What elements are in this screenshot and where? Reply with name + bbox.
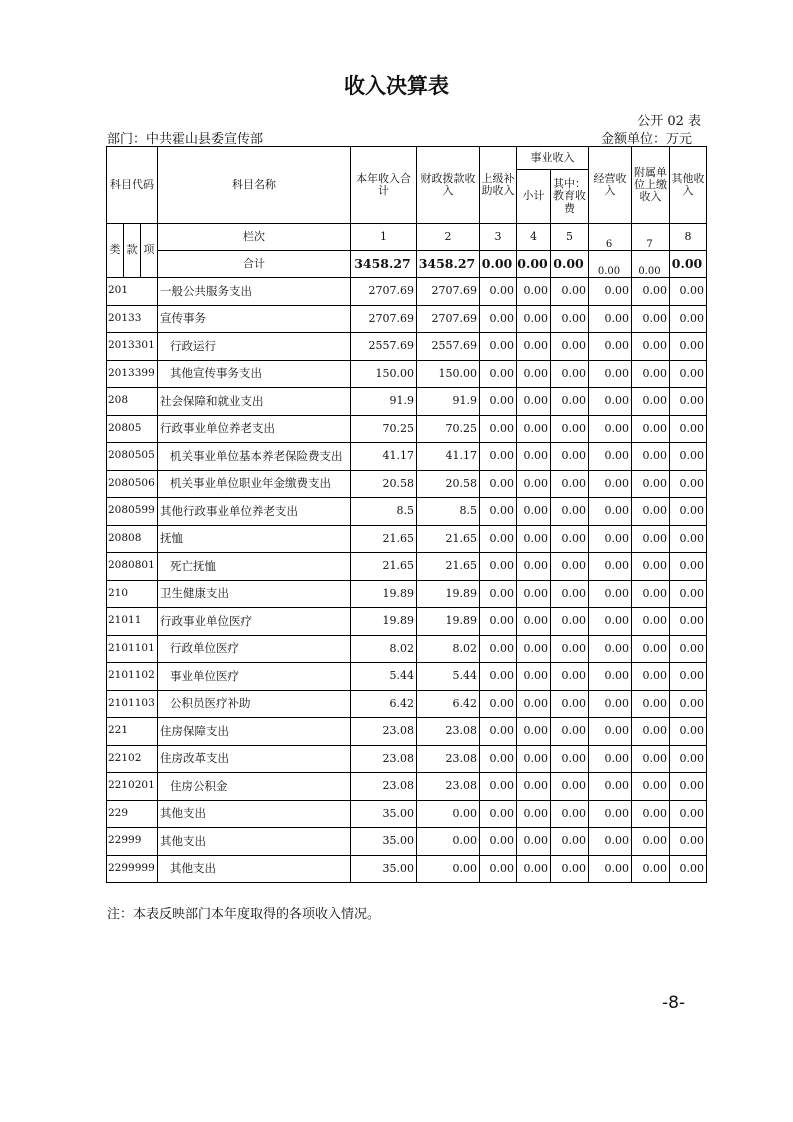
row-value: 0.00: [632, 828, 670, 856]
row-code: 20133: [107, 305, 158, 333]
row-value: 0.00: [480, 388, 517, 416]
table-row: [107, 718, 707, 746]
row-value: 0.00: [551, 470, 589, 498]
row-code: 2013399: [107, 360, 158, 388]
row-code: 2080505: [107, 443, 158, 471]
row-name: 一般公共服务支出: [158, 278, 351, 306]
row-value: 2557.69: [351, 333, 417, 361]
row-value: 0.00: [632, 333, 670, 361]
table-row: [107, 745, 707, 773]
row-value: 0.00: [589, 690, 632, 718]
total-value: 0.00: [670, 251, 707, 278]
row-value: 5.44: [351, 663, 417, 691]
row-value: 8.02: [417, 635, 480, 663]
table-row: [107, 525, 707, 553]
header-fiscal: 财政拨款收入: [417, 147, 480, 224]
row-value: 0.00: [670, 828, 707, 856]
row-value: 20.58: [351, 470, 417, 498]
row-value: 19.89: [417, 580, 480, 608]
row-value: 8.5: [417, 498, 480, 526]
header-operating: 经营收入: [589, 147, 632, 224]
row-value: 0.00: [632, 388, 670, 416]
row-value: 23.08: [417, 718, 480, 746]
row-code: 2101101: [107, 635, 158, 663]
header-item: 项: [141, 224, 158, 278]
row-value: 0.00: [480, 553, 517, 581]
row-code: 208: [107, 388, 158, 416]
row-value: 0.00: [632, 745, 670, 773]
row-value: 0.00: [670, 278, 707, 306]
table-row: [107, 855, 707, 883]
row-value: 0.00: [480, 773, 517, 801]
table-row: [107, 498, 707, 526]
row-label: 栏次: [158, 224, 351, 251]
table-row: [107, 470, 707, 498]
row-name: 行政单位医疗: [158, 635, 351, 663]
table-row: [107, 553, 707, 581]
row-value: 0.00: [551, 415, 589, 443]
row-value: 0.00: [551, 553, 589, 581]
row-value: 0.00: [551, 608, 589, 636]
row-value: 35.00: [351, 828, 417, 856]
row-value: 0.00: [551, 388, 589, 416]
row-value: 0.00: [589, 773, 632, 801]
table-row: [107, 333, 707, 361]
row-value: 0.00: [589, 333, 632, 361]
row-value: 0.00: [517, 470, 551, 498]
row-value: 0.00: [670, 333, 707, 361]
total-value: 3458.27: [351, 251, 417, 278]
row-value: 0.00: [517, 525, 551, 553]
row-value: 0.00: [480, 415, 517, 443]
row-value: 0.00: [589, 745, 632, 773]
row-value: 0.00: [632, 690, 670, 718]
row-value: 19.89: [417, 608, 480, 636]
table-row: [107, 773, 707, 801]
row-value: 0.00: [670, 690, 707, 718]
row-value: 0.00: [632, 553, 670, 581]
row-name: 其他支出: [158, 855, 351, 883]
row-value: 0.00: [632, 278, 670, 306]
row-code: 22102: [107, 745, 158, 773]
total-label: 合计: [158, 251, 351, 278]
row-value: 0.00: [551, 278, 589, 306]
row-value: 0.00: [480, 690, 517, 718]
col-num-5: 5: [551, 224, 589, 251]
row-value: 0.00: [632, 635, 670, 663]
row-value: 0.00: [589, 855, 632, 883]
row-code: 20808: [107, 525, 158, 553]
row-value: 0.00: [670, 305, 707, 333]
row-value: 0.00: [517, 415, 551, 443]
row-value: 0.00: [517, 718, 551, 746]
header-class: 类: [107, 224, 124, 278]
row-code: 2101102: [107, 663, 158, 691]
amount-unit-label: 金额单位：万元: [600, 132, 692, 147]
row-value: 0.00: [517, 635, 551, 663]
row-value: 0.00: [589, 415, 632, 443]
row-value: 0.00: [480, 498, 517, 526]
row-code: 21011: [107, 608, 158, 636]
row-value: 0.00: [632, 498, 670, 526]
row-value: 2707.69: [351, 278, 417, 306]
row-value: 0.00: [670, 415, 707, 443]
row-value: 0.00: [632, 443, 670, 471]
row-value: 0.00: [551, 663, 589, 691]
page-number: -8-: [662, 993, 686, 1013]
row-value: 0.00: [480, 635, 517, 663]
table-row: [107, 800, 707, 828]
row-name: 住房改革支出: [158, 745, 351, 773]
row-value: 70.25: [351, 415, 417, 443]
row-code: 2210201: [107, 773, 158, 801]
row-name: 宣传事务: [158, 305, 351, 333]
row-value: 0.00: [670, 718, 707, 746]
row-value: 0.00: [551, 635, 589, 663]
row-value: 0.00: [551, 800, 589, 828]
row-name: 公积员医疗补助: [158, 690, 351, 718]
row-value: 0.00: [551, 580, 589, 608]
row-value: 0.00: [480, 333, 517, 361]
row-value: 0.00: [589, 443, 632, 471]
total-value: 0.00: [480, 251, 517, 278]
col-num-1: 1: [351, 224, 417, 251]
row-code: 229: [107, 800, 158, 828]
row-value: 0.00: [632, 470, 670, 498]
row-value: 0.00: [551, 498, 589, 526]
row-value: 0.00: [517, 333, 551, 361]
header-total: 本年收入合计: [351, 147, 417, 224]
row-value: 0.00: [480, 525, 517, 553]
row-code: 2101103: [107, 690, 158, 718]
table-row: [107, 415, 707, 443]
col-num-6: 6: [589, 224, 632, 251]
header-code: [107, 147, 158, 224]
row-name: 其他支出: [158, 828, 351, 856]
row-value: 21.65: [417, 525, 480, 553]
row-name: 卫生健康支出: [158, 580, 351, 608]
row-name: 社会保障和就业支出: [158, 388, 351, 416]
row-value: 0.00: [517, 828, 551, 856]
row-value: 0.00: [480, 470, 517, 498]
row-value: 0.00: [670, 498, 707, 526]
row-value: 0.00: [589, 278, 632, 306]
row-value: 0.00: [517, 745, 551, 773]
row-value: 0.00: [480, 608, 517, 636]
table-row: [107, 443, 707, 471]
row-value: 0.00: [632, 773, 670, 801]
row-value: 0.00: [670, 663, 707, 691]
row-value: 0.00: [517, 443, 551, 471]
header-superior: 上级补助收入: [480, 147, 517, 224]
row-value: 35.00: [351, 800, 417, 828]
row-value: 2557.69: [417, 333, 480, 361]
table-row: [107, 635, 707, 663]
row-value: 0.00: [417, 828, 480, 856]
row-value: 0.00: [632, 360, 670, 388]
row-value: 0.00: [589, 580, 632, 608]
row-value: 19.89: [351, 580, 417, 608]
row-value: 0.00: [517, 608, 551, 636]
page-title: 收入决算表: [344, 74, 449, 98]
row-value: 0.00: [670, 525, 707, 553]
row-value: 0.00: [517, 360, 551, 388]
row-value: 0.00: [670, 635, 707, 663]
row-value: 41.17: [417, 443, 480, 471]
row-value: 0.00: [551, 333, 589, 361]
table-row: [107, 580, 707, 608]
row-name: 死亡抚恤: [158, 553, 351, 581]
row-code: 201: [107, 278, 158, 306]
row-value: 0.00: [670, 580, 707, 608]
row-value: 150.00: [351, 360, 417, 388]
row-value: 0.00: [589, 828, 632, 856]
row-value: 0.00: [670, 443, 707, 471]
row-value: 0.00: [589, 470, 632, 498]
table-row: [107, 360, 707, 388]
row-value: 0.00: [517, 498, 551, 526]
row-value: 0.00: [551, 855, 589, 883]
col-num-8: 8: [670, 224, 707, 251]
row-value: 0.00: [632, 580, 670, 608]
form-code: 公开 02 表: [637, 114, 701, 129]
row-value: 19.89: [351, 608, 417, 636]
row-value: 0.00: [517, 305, 551, 333]
row-name: 事业单位医疗: [158, 663, 351, 691]
row-value: 0.00: [551, 443, 589, 471]
row-value: 0.00: [670, 855, 707, 883]
row-value: 2707.69: [351, 305, 417, 333]
header-business-edu: 其中：教育收费: [551, 170, 589, 224]
row-value: 0.00: [517, 773, 551, 801]
row-value: 0.00: [480, 443, 517, 471]
row-value: 0.00: [589, 498, 632, 526]
row-name: 其他支出: [158, 800, 351, 828]
table-row: [107, 305, 707, 333]
row-value: 35.00: [351, 855, 417, 883]
row-value: 0.00: [589, 635, 632, 663]
row-value: 0.00: [480, 855, 517, 883]
row-value: 70.25: [417, 415, 480, 443]
row-value: 0.00: [632, 800, 670, 828]
col-num-7: 7: [632, 224, 670, 251]
row-value: 0.00: [632, 525, 670, 553]
row-value: 0.00: [632, 608, 670, 636]
row-value: 0.00: [670, 745, 707, 773]
row-value: 0.00: [517, 663, 551, 691]
row-value: 23.08: [417, 745, 480, 773]
row-value: 0.00: [480, 800, 517, 828]
total-value: 0.00: [551, 251, 589, 278]
total-value: 0.00: [589, 251, 632, 278]
row-value: 0.00: [417, 800, 480, 828]
row-value: 5.44: [417, 663, 480, 691]
row-value: 0.00: [551, 305, 589, 333]
row-value: 0.00: [589, 553, 632, 581]
row-value: 2707.69: [417, 305, 480, 333]
row-value: 0.00: [551, 525, 589, 553]
row-value: 0.00: [632, 663, 670, 691]
row-value: 0.00: [589, 360, 632, 388]
row-value: 0.00: [632, 855, 670, 883]
row-value: 41.17: [351, 443, 417, 471]
row-code: 210: [107, 580, 158, 608]
col-num-2: 2: [417, 224, 480, 251]
row-value: 0.00: [589, 305, 632, 333]
row-value: 0.00: [589, 800, 632, 828]
row-value: 21.65: [351, 525, 417, 553]
row-name: 抚恤: [158, 525, 351, 553]
row-name: 住房公积金: [158, 773, 351, 801]
row-value: 0.00: [517, 855, 551, 883]
row-value: 6.42: [417, 690, 480, 718]
total-value: 0.00: [517, 251, 551, 278]
table-row: [107, 828, 707, 856]
row-value: 0.00: [551, 828, 589, 856]
total-value: 0.00: [632, 251, 670, 278]
row-value: 0.00: [417, 855, 480, 883]
header-code-text: 科目代码: [110, 177, 154, 191]
row-name: 住房保障支出: [158, 718, 351, 746]
row-value: 0.00: [670, 360, 707, 388]
income-table: [106, 146, 707, 883]
row-code: 221: [107, 718, 158, 746]
footnote: 注：本表反映部门本年度取得的各项收入情况。: [107, 907, 381, 922]
row-name: 行政运行: [158, 333, 351, 361]
row-value: 0.00: [480, 305, 517, 333]
row-name: 其他宣传事务支出: [158, 360, 351, 388]
row-value: 0.00: [670, 608, 707, 636]
row-value: 21.65: [417, 553, 480, 581]
row-value: 0.00: [551, 718, 589, 746]
header-affiliated: 附属单位上缴收入: [632, 147, 670, 224]
table-row: [107, 388, 707, 416]
row-value: 0.00: [670, 470, 707, 498]
row-value: 0.00: [517, 553, 551, 581]
row-value: 23.08: [351, 773, 417, 801]
row-name: 行政事业单位医疗: [158, 608, 351, 636]
table-row: [107, 663, 707, 691]
row-name: 行政事业单位养老支出: [158, 415, 351, 443]
row-value: 0.00: [632, 718, 670, 746]
row-value: 0.00: [589, 608, 632, 636]
row-value: 0.00: [480, 663, 517, 691]
row-value: 21.65: [351, 553, 417, 581]
row-value: 0.00: [551, 773, 589, 801]
row-value: 0.00: [517, 690, 551, 718]
col-num-4: 4: [517, 224, 551, 251]
row-value: 0.00: [670, 800, 707, 828]
total-value: 3458.27: [417, 251, 480, 278]
table-row: [107, 690, 707, 718]
header-name: 科目名称: [158, 147, 351, 224]
row-code: 2013301: [107, 333, 158, 361]
row-name: 机关事业单位基本养老保险费支出: [158, 443, 351, 471]
row-value: 0.00: [480, 745, 517, 773]
row-name: 机关事业单位职业年金缴费支出: [158, 470, 351, 498]
row-value: 0.00: [480, 580, 517, 608]
row-value: 0.00: [589, 663, 632, 691]
row-value: 0.00: [632, 305, 670, 333]
row-value: 8.02: [351, 635, 417, 663]
header-business: 事业收入: [517, 147, 589, 170]
row-value: 0.00: [517, 278, 551, 306]
table-row: [107, 278, 707, 306]
row-value: 20.58: [417, 470, 480, 498]
row-code: 2080506: [107, 470, 158, 498]
row-value: 23.08: [417, 773, 480, 801]
row-value: 91.9: [351, 388, 417, 416]
header-other: 其他收入: [670, 147, 707, 224]
header-business-sub: 小计: [517, 170, 551, 224]
row-value: 0.00: [589, 525, 632, 553]
row-value: 150.00: [417, 360, 480, 388]
row-value: 0.00: [517, 580, 551, 608]
department-label: 部门：中共霍山县委宣传部: [107, 132, 264, 147]
row-value: 0.00: [480, 828, 517, 856]
row-code: 2080801: [107, 553, 158, 581]
row-value: 0.00: [589, 388, 632, 416]
row-code: 2299999: [107, 855, 158, 883]
row-value: 0.00: [632, 415, 670, 443]
header-section: 款: [124, 224, 141, 278]
row-value: 23.08: [351, 718, 417, 746]
row-value: 23.08: [351, 745, 417, 773]
row-value: 0.00: [551, 360, 589, 388]
row-value: 0.00: [517, 388, 551, 416]
row-value: 2707.69: [417, 278, 480, 306]
row-code: 20805: [107, 415, 158, 443]
row-value: 8.5: [351, 498, 417, 526]
row-value: 0.00: [480, 718, 517, 746]
row-value: 0.00: [551, 745, 589, 773]
row-value: 0.00: [589, 718, 632, 746]
row-value: 0.00: [551, 690, 589, 718]
row-value: 0.00: [670, 553, 707, 581]
row-value: 6.42: [351, 690, 417, 718]
row-value: 0.00: [480, 360, 517, 388]
row-value: 0.00: [480, 278, 517, 306]
row-code: 2080599: [107, 498, 158, 526]
col-num-3: 3: [480, 224, 517, 251]
table-row: [107, 608, 707, 636]
row-value: 0.00: [670, 773, 707, 801]
row-value: 0.00: [670, 388, 707, 416]
row-code: 22999: [107, 828, 158, 856]
row-name: 其他行政事业单位养老支出: [158, 498, 351, 526]
row-value: 0.00: [517, 800, 551, 828]
row-value: 91.9: [417, 388, 480, 416]
